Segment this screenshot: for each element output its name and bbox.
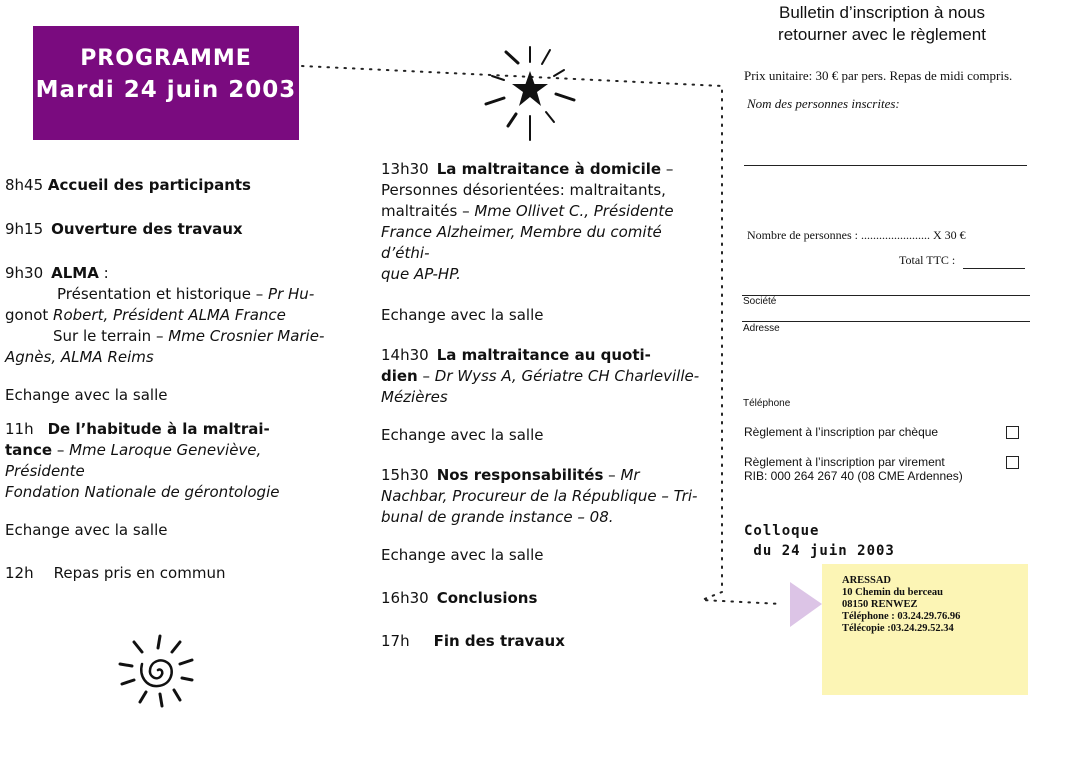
item-time: 9h30 [5,264,44,282]
item-text: Sur le terrain – [53,327,164,345]
item-time: 17h [381,632,410,650]
item-text: Présentation et historique – [57,285,264,303]
star-burst-icon [486,47,574,140]
pointer-triangle [790,582,822,627]
item-title: dien [381,367,418,385]
address-org: ARESSAD [842,575,892,586]
item-speaker: que AP-HP. [381,265,461,283]
item-title: Nos responsabilités [436,466,604,484]
item-title: ALMA [51,264,99,282]
program-item [5,175,335,196]
program-item [381,465,701,528]
address-street: 10 Chemin du berceau [842,587,944,598]
payment-transfer-label: Règlement à l’inscription par virement [744,455,945,469]
item-speaker: Fondation Nationale de gérontologie [5,483,280,501]
address-text [842,575,960,635]
form-title-line: Bulletin d’inscription à nous [778,3,985,22]
colloque-line: Colloque [744,523,820,539]
unit-price: Prix unitaire: 30 € par pers. Repas de midi compris. [744,68,1013,83]
address-fax: Télécopie :03.24.29.52.34 [842,623,954,634]
item-title: De l’habitude à la maltrai- [47,420,270,438]
item-title: Repas pris en commun [53,564,226,582]
address-input-line[interactable] [742,321,1030,322]
programme-header [33,26,299,140]
item-speaker: Dr Wyss A, Gériatre CH Charleville- [434,367,700,385]
item-title: Ouverture des travaux [51,220,243,238]
item-time: 8h45 [5,176,44,194]
header-title: PROGRAMME [80,46,252,71]
address-city: 08150 RENWEZ [842,599,918,610]
exchange-line: Echange avec la salle [381,306,544,324]
item-dash: – [661,160,674,178]
address-phone: Téléphone : 03.24.29.76.96 [842,611,961,622]
count-label: Nombre de personnes : ....................... X 30 € [747,228,966,242]
header-date: Mardi 24 juin 2003 [35,77,297,103]
address-label: Adresse [743,323,780,334]
item-speaker: Mme Ollivet C., Présidente [474,202,674,220]
program-item [381,345,701,408]
names-label: Nom des personnes inscrites: [747,96,900,111]
item-title: Conclusions [436,589,538,607]
program-item [5,563,335,584]
item-dash: – [603,466,621,484]
program-item [5,219,335,240]
company-input-line[interactable] [742,295,1030,296]
item-speaker: Mme Laroque Geneviève, Présidente [5,441,262,480]
item-speaker: Mr [620,466,640,484]
left-program-column [5,175,335,584]
item-time: 11h [5,420,34,438]
item-speaker: Nachbar, Procureur de la République – Tri- [381,487,698,505]
item-title: Accueil des participants [47,176,251,194]
item-text: gonot [5,306,49,324]
spiral-sun-icon [120,636,192,706]
program-item [381,631,701,652]
item-time: 12h [5,564,34,582]
item-speaker: Mézières [381,388,448,406]
payment-cheque-label: Règlement à l’inscription par chèque [744,425,939,439]
payment-cheque-checkbox[interactable] [1006,426,1019,439]
program-item [5,263,335,368]
item-title-suffix: : [98,264,109,282]
item-dash: – [52,441,70,459]
program-item [381,159,701,285]
address-note [822,564,1028,695]
payment-transfer-checkbox[interactable] [1006,456,1019,469]
program-item [5,419,335,503]
item-title: La maltraitance au quoti- [436,346,651,364]
exchange-line: Echange avec la salle [5,386,168,404]
item-title: Fin des travaux [433,632,565,650]
item-speaker: Robert, Président ALMA France [53,306,286,324]
rib-text: RIB: 000 264 267 40 (08 CME Ardennes) [744,469,963,483]
program-item [381,588,701,609]
total-label: Total TTC : [899,253,956,267]
item-text: Personnes désorientées: maltraitants, [381,181,666,199]
item-speaker: Agnès, ALMA Reims [5,348,154,366]
item-time: 9h15 [5,220,44,238]
item-speaker: France Alzheimer, Membre du comité d’éthi- [381,223,662,262]
exchange-line: Echange avec la salle [381,546,544,564]
company-label: Société [743,296,777,307]
item-time: 16h30 [381,589,429,607]
colloque-title [744,521,895,561]
item-speaker: Mme Crosnier Marie- [168,327,325,345]
form-title-line: retourner avec le règlement [778,25,986,44]
item-time: 13h30 [381,160,429,178]
item-time: 15h30 [381,466,429,484]
phone-label: Téléphone [743,398,791,409]
form-title [742,2,1022,46]
middle-program-column [381,159,701,652]
item-title: La maltraitance à domicile [436,160,662,178]
item-time: 14h30 [381,346,429,364]
total-input-line[interactable] [963,268,1025,269]
colloque-line: du 24 juin 2003 [744,543,895,559]
item-speaker: bunal de grande instance – 08. [381,508,614,526]
item-speaker: Pr Hu- [268,285,315,303]
item-dash: – [417,367,435,385]
exchange-line: Echange avec la salle [381,426,544,444]
item-text: maltraités – [381,202,470,220]
names-input-line[interactable] [744,165,1027,166]
exchange-line: Echange avec la salle [5,521,168,539]
item-title: tance [5,441,53,459]
